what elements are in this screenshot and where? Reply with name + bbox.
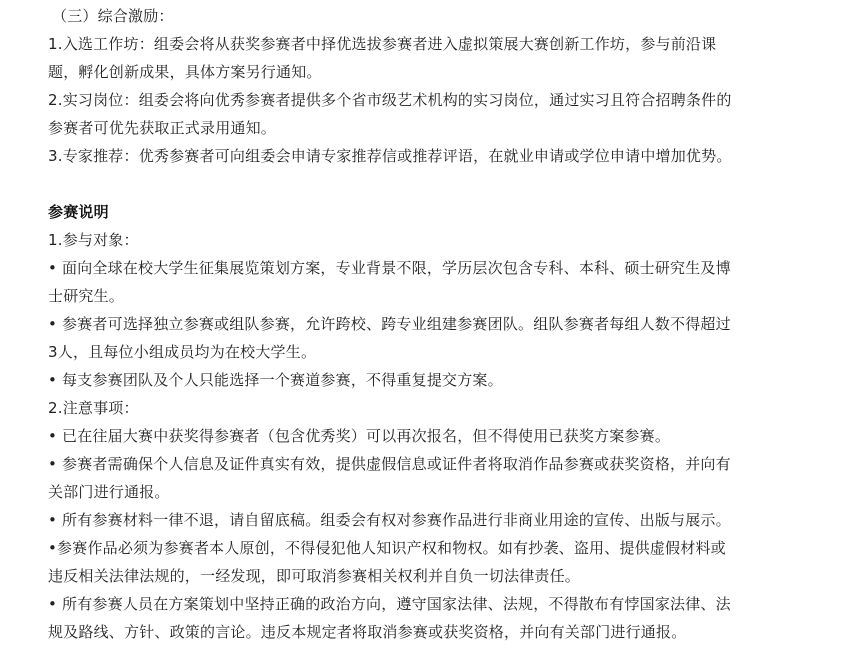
- spacer: [48, 170, 868, 198]
- incentive-item-1-line-2: 题，孵化创新成果，具体方案另行通知。: [48, 63, 322, 81]
- note-bullet-2-line-2: 关部门进行通报。: [48, 483, 170, 501]
- target-bullet-3-line-1: • 每支参赛团队及个人只能选择一个赛道参赛，不得重复提交方案。: [48, 371, 503, 389]
- note-bullet-4-line-2: 违反相关法律法规的，一经发现，即可取消参赛相关权利并自负一切法律责任。: [48, 567, 581, 585]
- note-bullet-5-line-1: • 所有参赛人员在方案策划中坚持正确的政治方向，遵守国家法律、法规，不得散布有悖国家法律、法: [48, 595, 731, 613]
- target-bullet-1-line-1: • 面向全球在校大学生征集展览策划方案，专业背景不限，学历层次包含专科、本科、硕士研究生及博: [48, 259, 731, 277]
- subsection-title-targets: 1.参与对象：: [48, 231, 139, 249]
- target-bullet-1-line-2: 士研究生。: [48, 287, 125, 305]
- note-bullet-3-line-1: • 所有参赛材料一律不退，请自留底稿。组委会有权对参赛作品进行非商业用途的宣传、出版与展示。: [48, 511, 731, 529]
- incentive-item-2-line-2: 参赛者可优先获取正式录用通知。: [48, 119, 277, 137]
- target-bullet-2-line-2: 3人，且每位小组成员均为在校大学生。: [48, 343, 317, 361]
- incentive-item-1-line-1: 1.入选工作坊：组委会将从获奖参赛者中择优选拔参赛者进入虚拟策展大赛创新工作坊，参与前沿课: [48, 35, 717, 53]
- note-bullet-4-line-1: •参赛作品必须为参赛者本人原创，不得侵犯他人知识产权和物权。如有抄袭、盗用、提供虚假材料或: [48, 539, 726, 557]
- section-heading-rules: 参赛说明: [48, 203, 109, 221]
- subsection-title-notes: 2.注意事项：: [48, 399, 139, 417]
- note-bullet-1-line-1: • 已在往届大赛中获奖得参赛者（包含优秀奖）可以再次报名，但不得使用已获奖方案参赛。: [48, 427, 671, 445]
- incentive-item-3-line-1: 3.专家推荐：优秀参赛者可向组委会申请专家推荐信或推荐评语，在就业申请或学位申请中增加优势。: [48, 147, 732, 165]
- note-bullet-2-line-1: • 参赛者需确保个人信息及证件真实有效，提供虚假信息或证件者将取消作品参赛或获奖资格，并向有: [48, 455, 731, 473]
- target-bullet-2-line-1: • 参赛者可选择独立参赛或组队参赛，允许跨校、跨专业组建参赛团队。组队参赛者每组人数不得超过: [48, 315, 731, 333]
- section-title-incentives: （三）综合激励：: [52, 7, 174, 25]
- incentive-item-2-line-1: 2.实习岗位：组委会将向优秀参赛者提供多个省市级艺术机构的实习岗位，通过实习且符合招聘条件的: [48, 91, 732, 109]
- note-bullet-5-line-2: 规及路线、方针、政策的言论。违反本规定者将取消参赛或获奖资格，并向有关部门进行通报。: [48, 623, 687, 641]
